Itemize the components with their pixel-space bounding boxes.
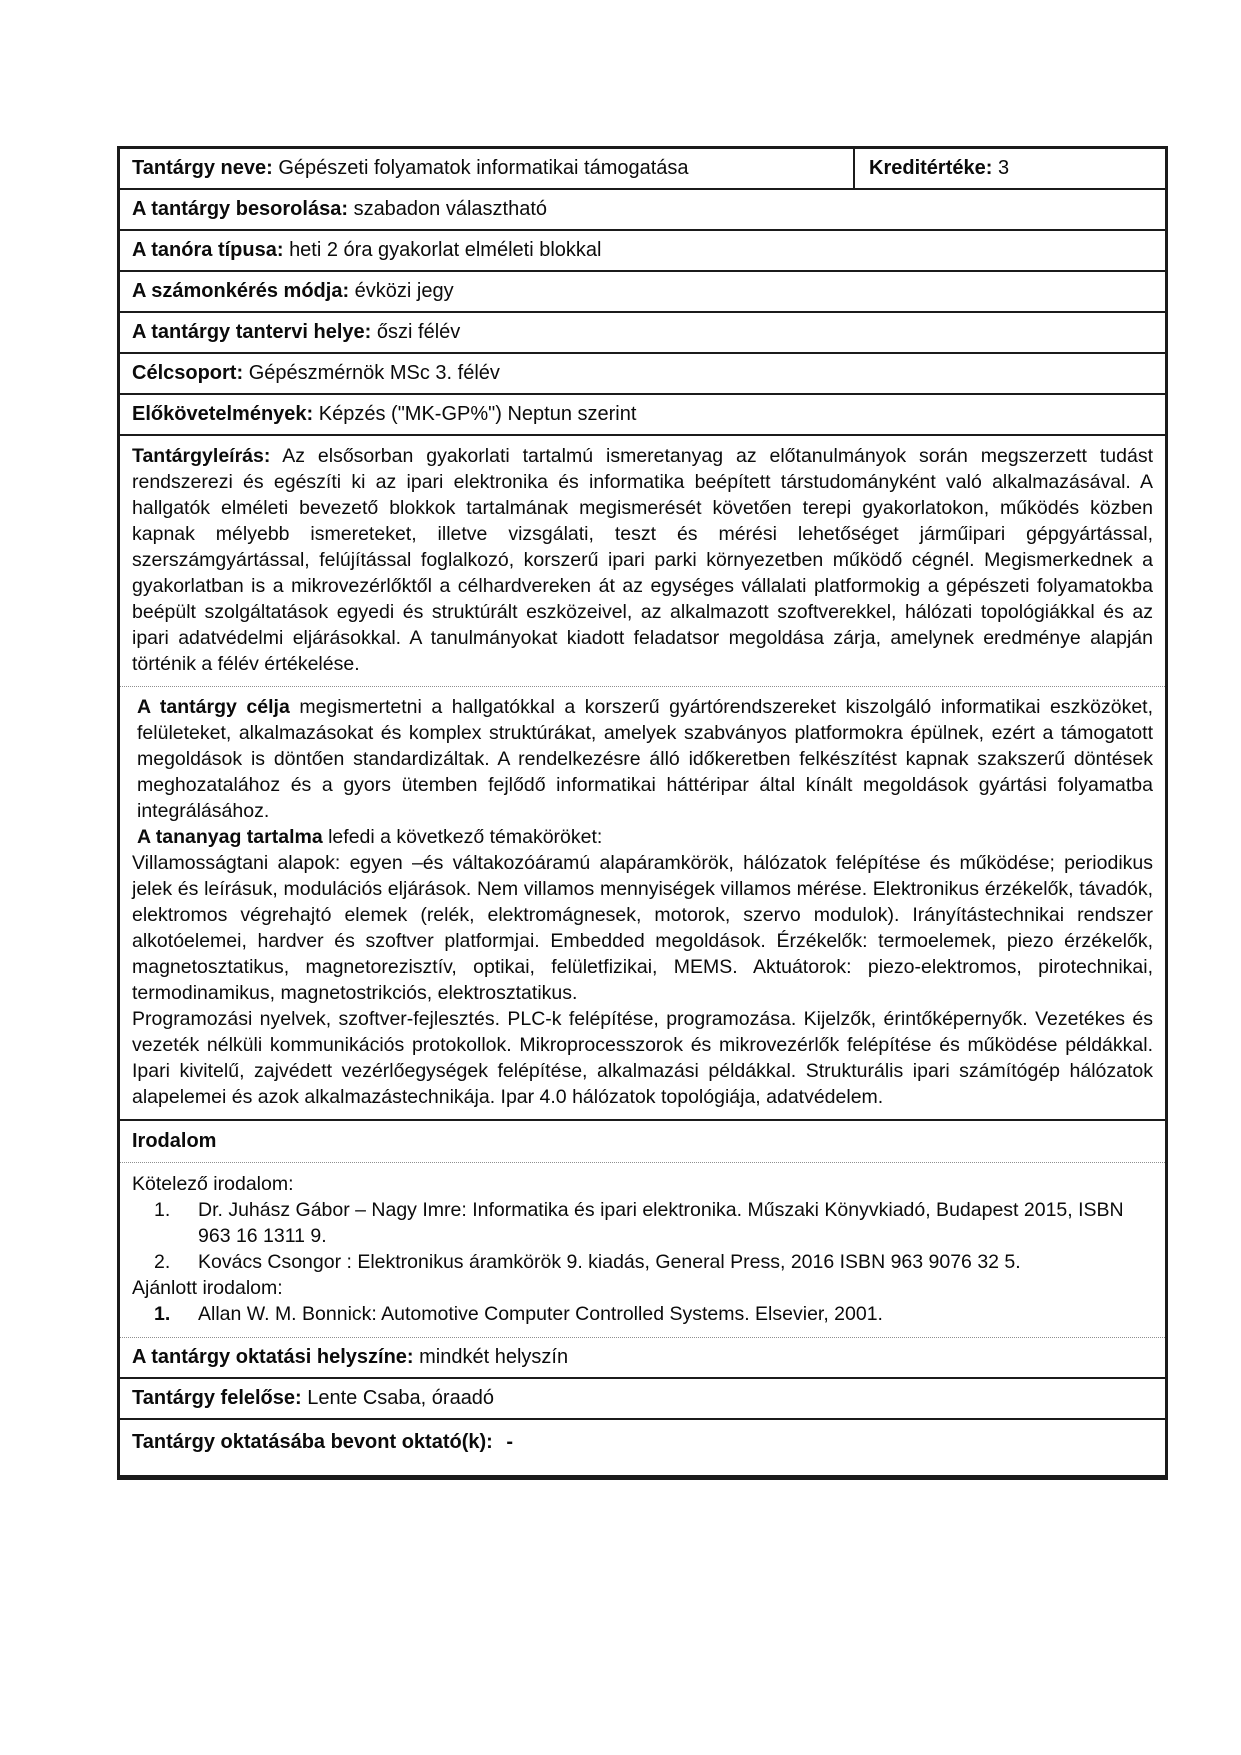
row-course-responsible [120,1377,1165,1418]
course-name-cell [120,149,853,188]
teaching-location-value: mindkét helyszín [419,1346,569,1368]
row-course-name [120,149,1165,188]
literature-header-label: Irodalom [132,1130,217,1152]
course-description-table [117,146,1168,1480]
row-curriculum-place [120,311,1165,352]
objectives-block [132,694,1153,850]
curriculum-place-value: őszi félév [376,321,461,343]
required-item-1-number: 1. [154,1199,171,1221]
row-course-description [120,434,1165,686]
involved-instructors-value: - [506,1431,514,1453]
course-goal-label: A tantárgy célja [137,696,290,718]
row-lesson-type [120,229,1165,270]
involved-instructors-label: Tantárgy oktatásába bevont oktató(k): [132,1431,493,1453]
row-literature-header [120,1119,1165,1162]
course-description-paragraph [132,443,1153,677]
teaching-location-label: A tantárgy oktatási helyszíne: [132,1346,414,1368]
credit-cell [853,149,1165,188]
syllabus-topic-1: Villamosságtani alapok: egyen –és váltakozóáramú alapáramkörök, hálózatok felépítése és működése; periodikus jelek és leírásuk, modulációs eljárások. Nem villamos mennyiségek villamos mérése. Elektronikus érzékelők, távadók, elektromos végrehajtó elemek (relék, elektromágnesek, motorok, szervo modulok). Irányítástechnikai rendszer alkotóelemei, hardver és szoftver platformjai. Embedded megoldások. Érzékelők: termoelemek, piezo érzékelők, magnetosztatikus, magnetorezisztív, optikai, felületfizikai, MEMS. Aktuátorok: piezo-elektromos, pirotechnikai, termodinamikus, magnetostrikciós, elektrosztatikus. [132,852,1153,1004]
required-literature-label: Kötelező irodalom: [132,1173,294,1195]
classification-label: A tantárgy besorolása: [132,198,348,220]
course-goal-text: megismertetni a hallgatókkal a korszerű gyártórendszereket kiszolgáló informatikai eszközöket, felületeket, alkalmazásokat és komplex struktúrákat, amelyek szabványos platformokra épülnek, ezért a támogatott megoldások is döntően standardizáltak. A rendelkezésre álló időkeretben felkészítést kapnak szakszerű döntések meghozatalához és a gyors ütemben fejlődő informatikai háttéripar által kínált megoldások gyártási folyamatba integrálásához. [137,696,1154,822]
curriculum-place-label: A tantárgy tantervi helye: [132,321,372,343]
assessment-label: A számonkérés módja: [132,280,350,302]
assessment-value: évközi jegy [354,280,454,302]
row-assessment [120,270,1165,311]
recommended-literature-label: Ajánlott irodalom: [132,1277,283,1299]
syllabus-intro-text: lefedi a következő témaköröket: [328,826,603,848]
recommended-literature-item-1 [132,1301,1153,1327]
lesson-type-label: A tanóra típusa: [132,239,284,261]
row-literature-content [120,1162,1165,1337]
syllabus-intro-label: A tananyag tartalma [137,826,323,848]
syllabus-intro-paragraph [137,824,1153,850]
course-responsible-label: Tantárgy felelőse: [132,1387,302,1409]
course-responsible-value: Lente Csaba, óraadó [307,1387,495,1409]
row-objectives [120,686,1165,1119]
required-item-1-text: Dr. Juhász Gábor – Nagy Imre: Informatika és ipari elektronika. Műszaki Könyvkiadó, Budapest 2015, ISBN 963 16 1311 9. [198,1199,1124,1247]
row-prerequisites [120,393,1165,434]
course-name-label: Tantárgy neve: [132,157,273,179]
syllabus-topic-2: Programozási nyelvek, szoftver-fejlesztés. PLC-k felépítése, programozása. Kijelzők, érintőképernyők. Vezetékes és vezeték nélküli kommunikációs protokollok. Mikroprocesszorok és mikrovezérlők felépítése és működése példákkal. Ipari kivitelű, zajvédett vezérlőegységek felépítése, alkalmazási példákkal. Strukturális ipari számítógép hálózatok alapelemei és azok alkalmazástechnikája. Ipar 4.0 hálózatok topológiája, adatvédelem. [132,1008,1153,1108]
course-name-value: Gépészeti folyamatok informatikai támogatása [278,157,689,179]
credit-value: 3 [997,157,1010,179]
row-target-group [120,352,1165,393]
required-item-2-text: Kovács Csongor : Elektronikus áramkörök 9. kiadás, General Press, 2016 ISBN 963 9076 32 5. [198,1251,1021,1273]
prerequisites-value: Képzés ("MK-GP%") Neptun szerint [318,403,637,425]
credit-label: Kreditértéke: [869,157,993,179]
row-involved-instructors [120,1418,1165,1475]
lesson-type-value: heti 2 óra gyakorlat elméleti blokkal [289,239,602,261]
course-description-label: Tantárgyleírás: [132,445,271,467]
recommended-item-1-text: Allan W. M. Bonnick: Automotive Computer Controlled Systems. Elsevier, 2001. [198,1303,883,1325]
required-literature-item-2 [132,1249,1153,1275]
recommended-item-1-number: 1. [154,1303,171,1325]
classification-value: szabadon választható [353,198,548,220]
required-literature-item-1 [132,1197,1153,1249]
row-classification [120,188,1165,229]
row-teaching-location [120,1337,1165,1377]
course-goal-paragraph [137,694,1153,824]
course-description-text: Az elsősorban gyakorlati tartalmú ismeretanyag az előtanulmányok során megszerzett tudást rendszerezi és egészíti ki az ipari elektronika és informatika beépített társtudományként való alkalmazásával. A hallgatók elméleti bevezető blokkok tartalmának megismerését követően terepi gyakorlatokon, működés közben kapnak mélyebb ismereteket, illetve vizsgálati, teszt és mérési lehetőséget járműipari gépgyártással, szerszámgyártással, felújítással foglalkozó, korszerű ipari parki környezetben működő cégnél. Megismerkednek a gyakorlatban is a mikrovezérlőktől a célhardvereken át az egységes vállalati platformokig a gépészeti folyamatokba beépült szolgáltatások egyedi és struktúrált eszközeivel, az alkalmazott szoftverekkel, hálózati topológiákkal és az ipari adatvédelmi eljárásokkal. A tanulmányokat kiadott feladatsor megoldása zárja, amelynek eredménye alapján történik a félév értékelése. [132,445,1153,675]
required-item-2-number: 2. [154,1251,171,1273]
prerequisites-label: Előkövetelmények: [132,403,314,425]
target-group-label: Célcsoport: [132,362,244,384]
target-group-value: Gépészmérnök MSc 3. félév [248,362,500,384]
